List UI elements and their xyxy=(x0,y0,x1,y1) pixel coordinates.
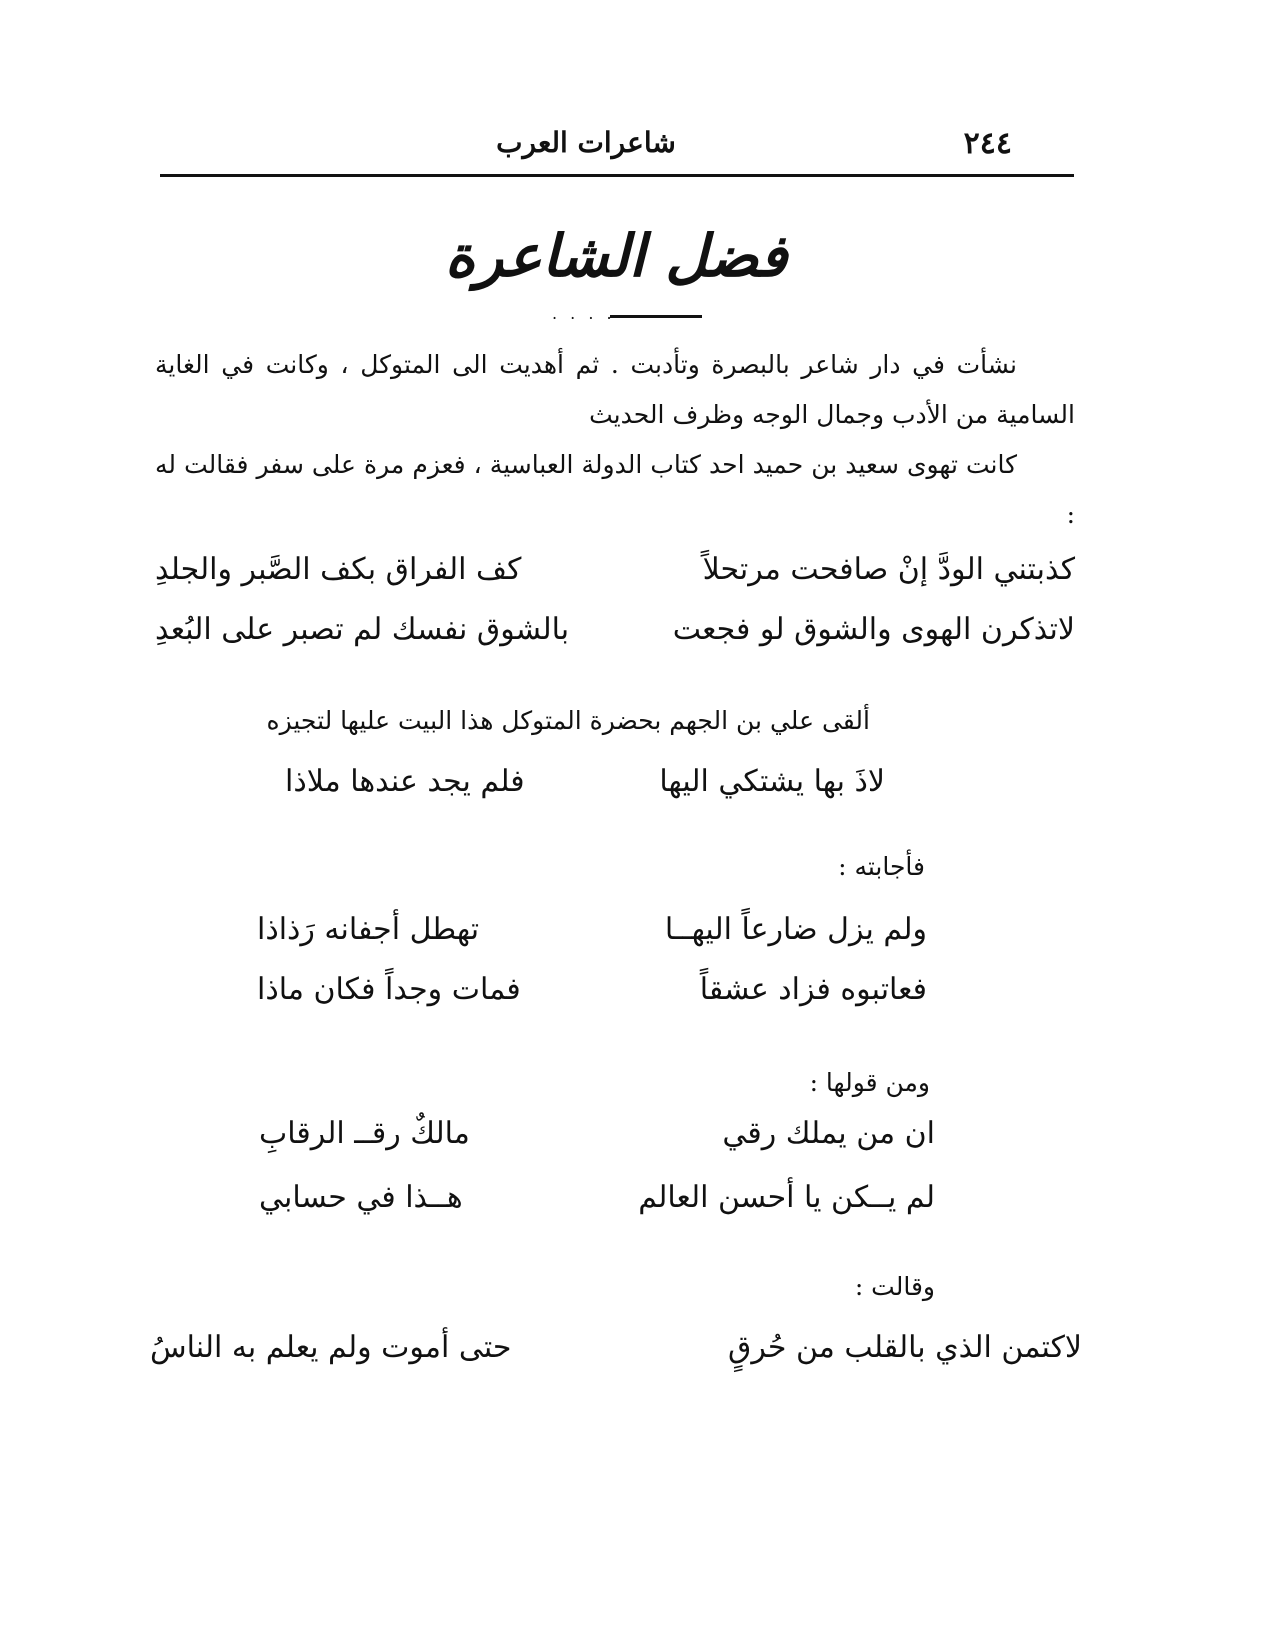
verse-line xyxy=(259,1116,935,1166)
paragraph-text: نشأت في دار شاعر بالبصرة وتأدبت . ثم أهديت الى المتوكل ، وكانت في الغاية السامية من الأدب وجمال الوجه وظرف الحديث xyxy=(155,350,1075,429)
verse-line xyxy=(155,552,1075,602)
title-ornament xyxy=(552,304,702,323)
verse-second-hemistich: كف الفراق بكف الصَّبر والجلدِ xyxy=(155,552,522,587)
verse-second-hemistich: فمات وجداً فكان ماذا xyxy=(257,972,521,1007)
page-number: ٢٤٤ xyxy=(963,126,1012,161)
intro-line: فأجابته : xyxy=(838,852,925,881)
verse-second-hemistich: مالكٌ رقــ الرقابِ xyxy=(259,1116,470,1151)
verse-line xyxy=(257,912,927,962)
verse-line xyxy=(257,972,927,1022)
intro-line: وقالت : xyxy=(854,1272,935,1301)
verse-first-hemistich: لاتذكرن الهوى والشوق لو فجعت xyxy=(672,612,1075,647)
ornament-dots: . . . . xyxy=(552,304,616,323)
biography-paragraph xyxy=(155,340,1075,440)
verse-second-hemistich: بالشوق نفسك لم تصبر على البُعدِ xyxy=(155,612,570,647)
running-head xyxy=(160,126,1072,166)
intro-line: ألقى علي بن الجهم بحضرة المتوكل هذا البيت عليها لتجيزه xyxy=(266,706,870,735)
intro-line: ومن قولها : xyxy=(809,1068,930,1097)
verse-first-hemistich: كذبتني الودَّ إنْ صافحت مرتحلاً xyxy=(702,552,1075,587)
verse-line xyxy=(150,1330,1082,1380)
book-title: شاعرات العرب xyxy=(496,126,676,159)
paragraph-text: كانت تهوى سعيد بن حميد احد كتاب الدولة العباسية ، فعزم مرة على سفر فقالت له : xyxy=(155,450,1075,529)
verse-second-hemistich: فلم يجد عندها ملاذا xyxy=(285,764,525,799)
verse-second-hemistich: هــذا في حسابي xyxy=(259,1180,463,1215)
verse-second-hemistich: حتى أموت ولم يعلم به الناسُ xyxy=(150,1330,512,1365)
verse-first-hemistich: لم يــكن يا أحسن العالم xyxy=(638,1180,935,1215)
verse-first-hemistich: ولم يزل ضارعاً اليهــا xyxy=(664,912,927,947)
verse-first-hemistich: لاذَ بها يشتكي اليها xyxy=(659,764,885,799)
verse-line xyxy=(285,764,885,814)
verse-second-hemistich: تهطل أجفانه رَذاذا xyxy=(257,912,480,947)
header-rule xyxy=(160,174,1074,177)
chapter-title: فضل الشاعرة xyxy=(444,222,788,290)
story-paragraph xyxy=(155,440,1075,540)
verse-first-hemistich: لاكتمن الذي بالقلب من حُرقٍ xyxy=(728,1330,1082,1365)
verse-first-hemistich: ان من يملك رقي xyxy=(722,1116,935,1151)
verse-first-hemistich: فعاتبوه فزاد عشقاً xyxy=(699,972,927,1007)
verse-line xyxy=(155,612,1075,662)
verse-line xyxy=(259,1180,935,1230)
ornament-dash xyxy=(610,315,702,318)
